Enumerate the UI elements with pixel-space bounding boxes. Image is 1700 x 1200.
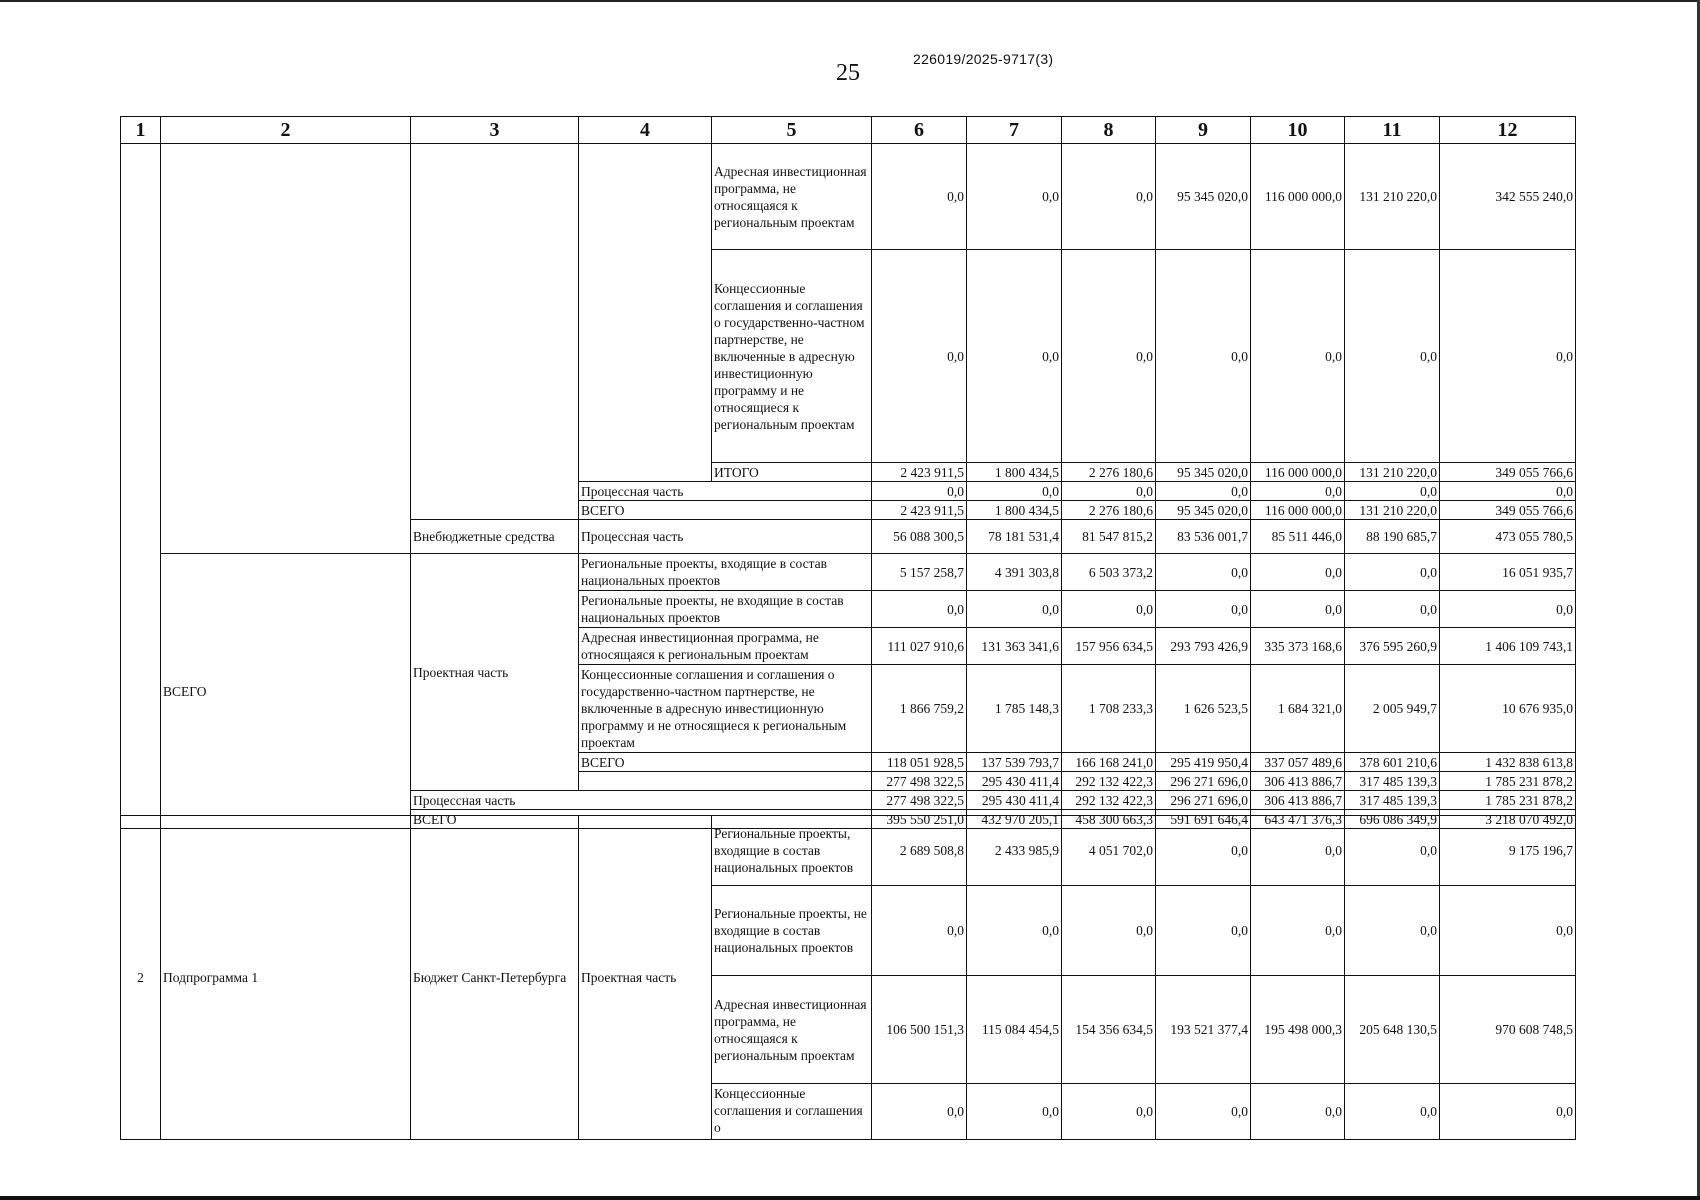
value-cell: 0,0 bbox=[967, 482, 1062, 501]
row-label: Адресная инвестиционная программа, не относящаяся к региональным проектам bbox=[579, 628, 872, 665]
value-cell: 2 276 180,6 bbox=[1062, 501, 1156, 520]
header-row bbox=[121, 117, 1576, 144]
row-label: ВСЕГО bbox=[579, 753, 872, 772]
row-label: Региональные проекты, входящие в состав национальных проектов bbox=[712, 816, 872, 886]
value-cell: 131 210 220,0 bbox=[1345, 463, 1440, 482]
row-label: Процессная часть bbox=[579, 520, 872, 554]
value-cell: 0,0 bbox=[1156, 250, 1251, 463]
value-cell: 0,0 bbox=[1251, 482, 1345, 501]
value-cell: 349 055 766,6 bbox=[1440, 463, 1576, 482]
value-cell: 0,0 bbox=[1156, 591, 1251, 628]
value-cell: 0,0 bbox=[1440, 1084, 1576, 1140]
value-cell: 2 689 508,8 bbox=[872, 816, 967, 886]
value-cell: 0,0 bbox=[1156, 886, 1251, 976]
value-cell: 0,0 bbox=[1062, 886, 1156, 976]
value-cell: 2 433 985,9 bbox=[967, 816, 1062, 886]
col-header: 11 bbox=[1345, 117, 1440, 144]
value-cell: 115 084 454,5 bbox=[967, 976, 1062, 1084]
value-cell: 2 423 911,5 bbox=[872, 463, 967, 482]
value-cell: 0,0 bbox=[1440, 250, 1576, 463]
value-cell: 116 000 000,0 bbox=[1251, 463, 1345, 482]
value-cell: 0,0 bbox=[1251, 591, 1345, 628]
value-cell: 0,0 bbox=[967, 591, 1062, 628]
value-cell: 277 498 322,5 bbox=[872, 791, 967, 810]
value-cell: 1 708 233,3 bbox=[1062, 665, 1156, 753]
value-cell: 296 271 696,0 bbox=[1156, 772, 1251, 791]
value-cell: 0,0 bbox=[872, 1084, 967, 1140]
value-cell: 10 676 935,0 bbox=[1440, 665, 1576, 753]
value-cell: 0,0 bbox=[1345, 482, 1440, 501]
value-cell: 277 498 322,5 bbox=[872, 772, 967, 791]
value-cell: 1 785 231 878,2 bbox=[1440, 772, 1576, 791]
budget-table bbox=[120, 116, 1576, 829]
value-cell: 395 550 251,0 bbox=[872, 810, 967, 829]
value-cell: 81 547 815,2 bbox=[1062, 520, 1156, 554]
value-cell: 0,0 bbox=[1251, 886, 1345, 976]
page-number: 25 bbox=[836, 60, 860, 86]
value-cell: 0,0 bbox=[1062, 250, 1156, 463]
value-cell: 1 866 759,2 bbox=[872, 665, 967, 753]
col-header: 3 bbox=[411, 117, 579, 144]
value-cell: 131 210 220,0 bbox=[1345, 501, 1440, 520]
value-cell: 3 218 070 492,0 bbox=[1440, 810, 1576, 829]
table-row bbox=[121, 554, 1576, 591]
value-cell: 0,0 bbox=[1345, 250, 1440, 463]
funding-source-label: Внебюджетные средства bbox=[411, 520, 579, 554]
value-cell: 6 503 373,2 bbox=[1062, 554, 1156, 591]
value-cell: 306 413 886,7 bbox=[1251, 791, 1345, 810]
value-cell: 0,0 bbox=[1345, 554, 1440, 591]
value-cell: 0,0 bbox=[872, 886, 967, 976]
value-cell: 166 168 241,0 bbox=[1062, 753, 1156, 772]
value-cell: 95 345 020,0 bbox=[1156, 144, 1251, 250]
value-cell: 296 271 696,0 bbox=[1156, 791, 1251, 810]
value-cell: 0,0 bbox=[967, 250, 1062, 463]
value-cell: 342 555 240,0 bbox=[1440, 144, 1576, 250]
value-cell: 137 539 793,7 bbox=[967, 753, 1062, 772]
value-cell: 317 485 139,3 bbox=[1345, 791, 1440, 810]
scan-edge-top bbox=[0, 0, 1700, 2]
value-cell: 4 051 702,0 bbox=[1062, 816, 1156, 886]
col-header: 9 bbox=[1156, 117, 1251, 144]
value-cell: 0,0 bbox=[1251, 250, 1345, 463]
row-label bbox=[579, 772, 872, 791]
value-cell: 0,0 bbox=[967, 1084, 1062, 1140]
part-label: Проектная часть bbox=[411, 554, 579, 791]
row-label: Региональные проекты, входящие в состав национальных проектов bbox=[579, 554, 872, 591]
row-label: Адресная инвестиционная программа, не относящаяся к региональным проектам bbox=[712, 144, 872, 250]
value-cell: 337 057 489,6 bbox=[1251, 753, 1345, 772]
value-cell: 193 521 377,4 bbox=[1156, 976, 1251, 1084]
value-cell: 292 132 422,3 bbox=[1062, 772, 1156, 791]
value-cell: 643 471 376,3 bbox=[1251, 810, 1345, 829]
value-cell: 2 276 180,6 bbox=[1062, 463, 1156, 482]
value-cell: 78 181 531,4 bbox=[967, 520, 1062, 554]
col-header: 10 bbox=[1251, 117, 1345, 144]
value-cell: 154 356 634,5 bbox=[1062, 976, 1156, 1084]
cell-empty bbox=[411, 144, 579, 520]
value-cell: 0,0 bbox=[1345, 591, 1440, 628]
table-row bbox=[121, 816, 1576, 886]
subprogram-table bbox=[120, 815, 1576, 1140]
value-cell: 131 210 220,0 bbox=[1345, 144, 1440, 250]
value-cell: 0,0 bbox=[872, 144, 967, 250]
value-cell: 0,0 bbox=[967, 144, 1062, 250]
value-cell: 458 300 663,3 bbox=[1062, 810, 1156, 829]
value-cell: 111 027 910,6 bbox=[872, 628, 967, 665]
col-header: 4 bbox=[579, 117, 712, 144]
value-cell: 1 785 231 878,2 bbox=[1440, 791, 1576, 810]
col-header: 1 bbox=[121, 117, 161, 144]
value-cell: 0,0 bbox=[1251, 554, 1345, 591]
value-cell: 591 691 646,4 bbox=[1156, 810, 1251, 829]
col-header: 5 bbox=[712, 117, 872, 144]
row-label: Региональные проекты, не входящие в состав национальных проектов bbox=[579, 591, 872, 628]
value-cell: 205 648 130,5 bbox=[1345, 976, 1440, 1084]
value-cell: 335 373 168,6 bbox=[1251, 628, 1345, 665]
value-cell: 95 345 020,0 bbox=[1156, 463, 1251, 482]
value-cell: 0,0 bbox=[1251, 816, 1345, 886]
subprogram-label: Подпрограмма 1 bbox=[161, 816, 411, 1140]
value-cell: 1 800 434,5 bbox=[967, 463, 1062, 482]
value-cell: 0,0 bbox=[1345, 1084, 1440, 1140]
cell-empty bbox=[161, 144, 411, 554]
cell-empty bbox=[121, 144, 161, 829]
value-cell: 0,0 bbox=[1062, 482, 1156, 501]
value-cell: 0,0 bbox=[1440, 886, 1576, 976]
funding-source-label: Бюджет Санкт-Петербурга bbox=[411, 816, 579, 1140]
value-cell: 85 511 446,0 bbox=[1251, 520, 1345, 554]
value-cell: 376 595 260,9 bbox=[1345, 628, 1440, 665]
value-cell: 0,0 bbox=[1062, 591, 1156, 628]
cell-empty bbox=[579, 144, 712, 482]
value-cell: 106 500 151,3 bbox=[872, 976, 967, 1084]
value-cell: 2 423 911,5 bbox=[872, 501, 967, 520]
value-cell: 0,0 bbox=[1062, 1084, 1156, 1140]
col-header: 6 bbox=[872, 117, 967, 144]
value-cell: 9 175 196,7 bbox=[1440, 816, 1576, 886]
row-label: ВСЕГО bbox=[579, 501, 872, 520]
value-cell: 0,0 bbox=[1251, 1084, 1345, 1140]
value-cell: 1 626 523,5 bbox=[1156, 665, 1251, 753]
table-row bbox=[121, 144, 1576, 250]
value-cell: 83 536 001,7 bbox=[1156, 520, 1251, 554]
value-cell: 473 055 780,5 bbox=[1440, 520, 1576, 554]
value-cell: 295 419 950,4 bbox=[1156, 753, 1251, 772]
scan-edge-bottom bbox=[0, 1196, 1700, 1200]
value-cell: 0,0 bbox=[872, 482, 967, 501]
col-header: 12 bbox=[1440, 117, 1576, 144]
value-cell: 306 413 886,7 bbox=[1251, 772, 1345, 791]
value-cell: 95 345 020,0 bbox=[1156, 501, 1251, 520]
value-cell: 0,0 bbox=[872, 591, 967, 628]
value-cell: 0,0 bbox=[1156, 482, 1251, 501]
row-label: Региональные проекты, не входящие в состав национальных проектов bbox=[712, 886, 872, 976]
value-cell: 1 432 838 613,8 bbox=[1440, 753, 1576, 772]
value-cell: 195 498 000,3 bbox=[1251, 976, 1345, 1084]
value-cell: 1 406 109 743,1 bbox=[1440, 628, 1576, 665]
row-label: Концессионные соглашения и соглашения о государственно-частном партнерстве, не включенные в адресную инвестиционную программу и не относящиеся к региональным проектам bbox=[712, 250, 872, 463]
value-cell: 116 000 000,0 bbox=[1251, 501, 1345, 520]
value-cell: 116 000 000,0 bbox=[1251, 144, 1345, 250]
value-cell: 0,0 bbox=[1156, 1084, 1251, 1140]
row-label: Процессная часть bbox=[411, 791, 872, 810]
value-cell: 1 684 321,0 bbox=[1251, 665, 1345, 753]
value-cell: 0,0 bbox=[872, 250, 967, 463]
value-cell: 1 785 148,3 bbox=[967, 665, 1062, 753]
col-header: 7 bbox=[967, 117, 1062, 144]
col-header: 8 bbox=[1062, 117, 1156, 144]
value-cell: 0,0 bbox=[1062, 144, 1156, 250]
value-cell: 696 086 349,9 bbox=[1345, 810, 1440, 829]
value-cell: 0,0 bbox=[1345, 816, 1440, 886]
row-label: Концессионные соглашения и соглашения о государственно-частном партнерстве, не включенные в адресную инвестиционную программу и не относящиеся к региональным проектам bbox=[579, 665, 872, 753]
value-cell: 317 485 139,3 bbox=[1345, 772, 1440, 791]
value-cell: 88 190 685,7 bbox=[1345, 520, 1440, 554]
value-cell: 1 800 434,5 bbox=[967, 501, 1062, 520]
value-cell: 0,0 bbox=[1440, 591, 1576, 628]
value-cell: 349 055 766,6 bbox=[1440, 501, 1576, 520]
value-cell: 432 970 205,1 bbox=[967, 810, 1062, 829]
value-cell: 2 005 949,7 bbox=[1345, 665, 1440, 753]
value-cell: 293 793 426,9 bbox=[1156, 628, 1251, 665]
value-cell: 292 132 422,3 bbox=[1062, 791, 1156, 810]
row-label: Концессионные соглашения и соглашения о bbox=[712, 1084, 872, 1140]
value-cell: 4 391 303,8 bbox=[967, 554, 1062, 591]
row-label: ИТОГО bbox=[712, 463, 872, 482]
col-header: 2 bbox=[161, 117, 411, 144]
row-label: Адресная инвестиционная программа, не относящаяся к региональным проектам bbox=[712, 976, 872, 1084]
row-label: ВСЕГО bbox=[411, 810, 872, 829]
value-cell: 157 956 634,5 bbox=[1062, 628, 1156, 665]
value-cell: 0,0 bbox=[1156, 816, 1251, 886]
value-cell: 16 051 935,7 bbox=[1440, 554, 1576, 591]
value-cell: 0,0 bbox=[1156, 554, 1251, 591]
value-cell: 0,0 bbox=[1440, 482, 1576, 501]
value-cell: 970 608 748,5 bbox=[1440, 976, 1576, 1084]
value-cell: 5 157 258,7 bbox=[872, 554, 967, 591]
value-cell: 56 088 300,5 bbox=[872, 520, 967, 554]
value-cell: 295 430 411,4 bbox=[967, 772, 1062, 791]
value-cell: 0,0 bbox=[1345, 886, 1440, 976]
row-label: Процессная часть bbox=[579, 482, 872, 501]
part-label: Проектная часть bbox=[579, 816, 712, 1140]
value-cell: 118 051 928,5 bbox=[872, 753, 967, 772]
value-cell: 378 601 210,6 bbox=[1345, 753, 1440, 772]
value-cell: 295 430 411,4 bbox=[967, 791, 1062, 810]
value-cell: 0,0 bbox=[967, 886, 1062, 976]
value-cell: 131 363 341,6 bbox=[967, 628, 1062, 665]
document-id: 226019/2025-9717(3) bbox=[913, 51, 1054, 67]
row-number: 2 bbox=[121, 816, 161, 1140]
total-label: ВСЕГО bbox=[161, 554, 411, 829]
